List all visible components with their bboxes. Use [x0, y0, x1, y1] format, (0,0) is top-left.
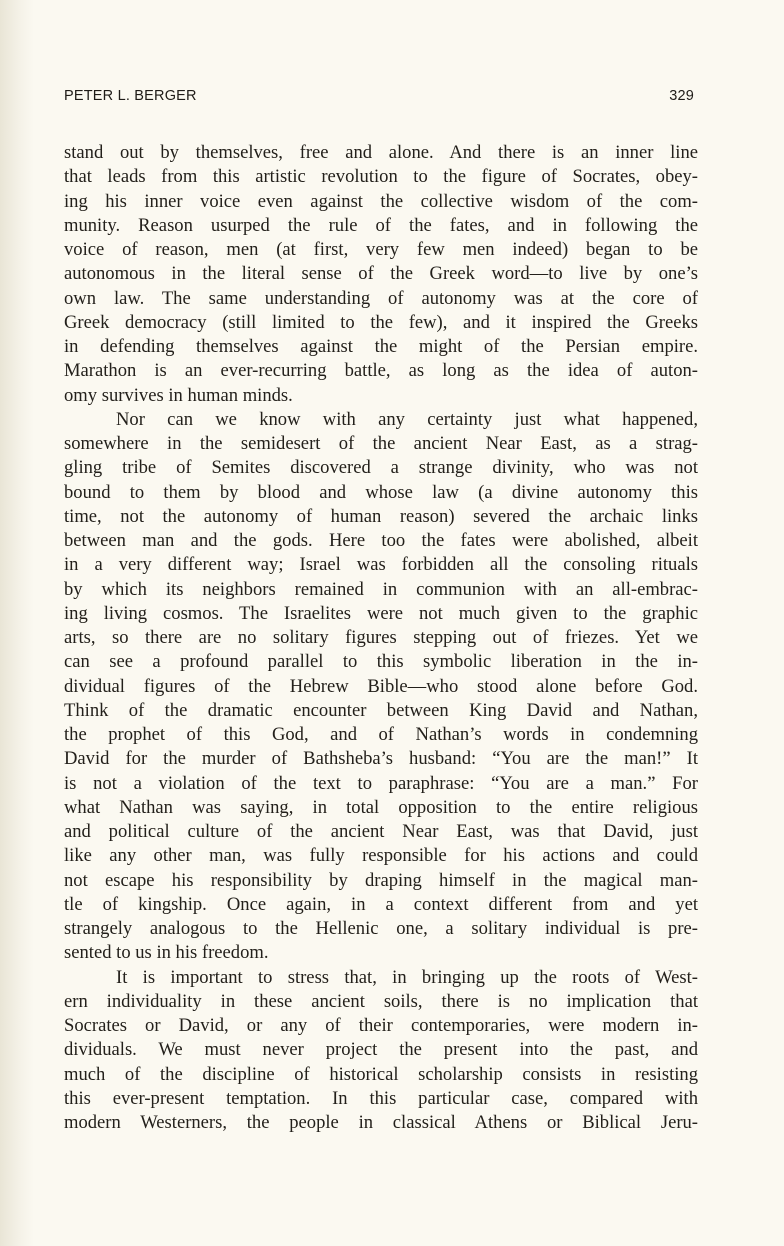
page-gutter-shadow [0, 0, 34, 1246]
text-line: gling tribe of Semites discovered a strange divinity, who was not [64, 457, 698, 479]
paragraph [64, 966, 698, 1136]
text-line: own law. The same understanding of autonomy was at the core of [64, 287, 698, 309]
text-line: the prophet of this God, and of Nathan’s words in condemning [64, 724, 698, 745]
text-line: omy survives in human minds. [64, 384, 293, 406]
text-line: ing living cosmos. The Israelites were not much given to the graphic [64, 602, 698, 624]
text-line: time, not the autonomy of human reason) severed the archaic links [64, 505, 698, 527]
text-line: Socrates or David, or any of their contemporaries, were modern in- [64, 1015, 698, 1036]
text-line: voice of reason, men (at first, very few men indeed) began to be [64, 239, 698, 260]
text-line: in a very different way; Israel was forbidden all the consoling rituals [64, 554, 698, 576]
text-line: not escape his responsibility by draping himself in the magical man- [64, 869, 698, 891]
text-line: autonomous in the literal sense of the Greek word—to live by one’s [64, 263, 698, 285]
text-line: what Nathan was saying, in total opposition to the entire religious [64, 796, 698, 818]
text-line: that leads from this artistic revolution to the figure of Socrates, obey- [64, 166, 698, 188]
text-line: is not a violation of the text to paraphrase: “You are a man.” For [64, 772, 698, 794]
text-line: arts, so there are no solitary figures stepping out of friezes. Yet we [64, 627, 698, 648]
running-head [64, 88, 694, 108]
paragraph [64, 408, 698, 966]
text-line: Marathon is an ever-recurring battle, as long as the idea of auton- [64, 360, 698, 382]
text-line: much of the discipline of historical scholarship consists in resisting [64, 1063, 698, 1085]
text-line: this ever-present temptation. In this particular case, compared with [64, 1087, 698, 1109]
text-line: dividuals. We must never project the present into the past, and [64, 1039, 698, 1061]
text-line: ing his inner voice even against the collective wisdom of the com- [64, 190, 698, 212]
text-line: Think of the dramatic encounter between King David and Nathan, [64, 699, 698, 721]
text-line: in defending themselves against the might of the Persian empire. [64, 336, 698, 357]
text-line: dividual figures of the Hebrew Bible—who stood alone before God. [64, 675, 698, 697]
text-line: by which its neighbors remained in communion with an all-embrac- [64, 578, 698, 600]
text-line: bound to them by blood and whose law (a divine autonomy this [64, 481, 698, 503]
text-line: like any other man, was fully responsible for his actions and could [64, 845, 698, 867]
text-line: Nor can we know with any certainty just what happened, [116, 408, 698, 430]
text-line: munity. Reason usurped the rule of the fates, and in following the [64, 214, 698, 236]
text-line: tle of kingship. Once again, in a context different from and yet [64, 893, 698, 915]
text-line: stand out by themselves, free and alone. And there is an inner line [64, 142, 698, 163]
running-head-author: PETER L. BERGER [64, 88, 197, 104]
text-line: It is important to stress that, in bringing up the roots of West- [116, 966, 698, 988]
page-number: 329 [669, 88, 694, 104]
text-line: strangely analogous to the Hellenic one, a solitary individual is pre- [64, 918, 698, 939]
text-line: modern Westerners, the people in classical Athens or Biblical Jeru- [64, 1112, 698, 1133]
text-line: between man and the gods. Here too the fates were abolished, albeit [64, 530, 698, 551]
text-line: can see a profound parallel to this symbolic liberation in the in- [64, 651, 698, 673]
body-text [64, 141, 698, 1135]
text-line: ern individuality in these ancient soils, there is no implication that [64, 990, 698, 1012]
paragraph [64, 141, 698, 408]
text-line: Greek democracy (still limited to the few), and it inspired the Greeks [64, 311, 698, 333]
text-line: somewhere in the semidesert of the ancient Near East, as a strag- [64, 433, 698, 454]
text-line: David for the murder of Bathsheba’s husband: “You are the man!” It [64, 748, 698, 770]
text-line: sented to us in his freedom. [64, 942, 269, 964]
text-line: and political culture of the ancient Near East, was that David, just [64, 821, 698, 842]
